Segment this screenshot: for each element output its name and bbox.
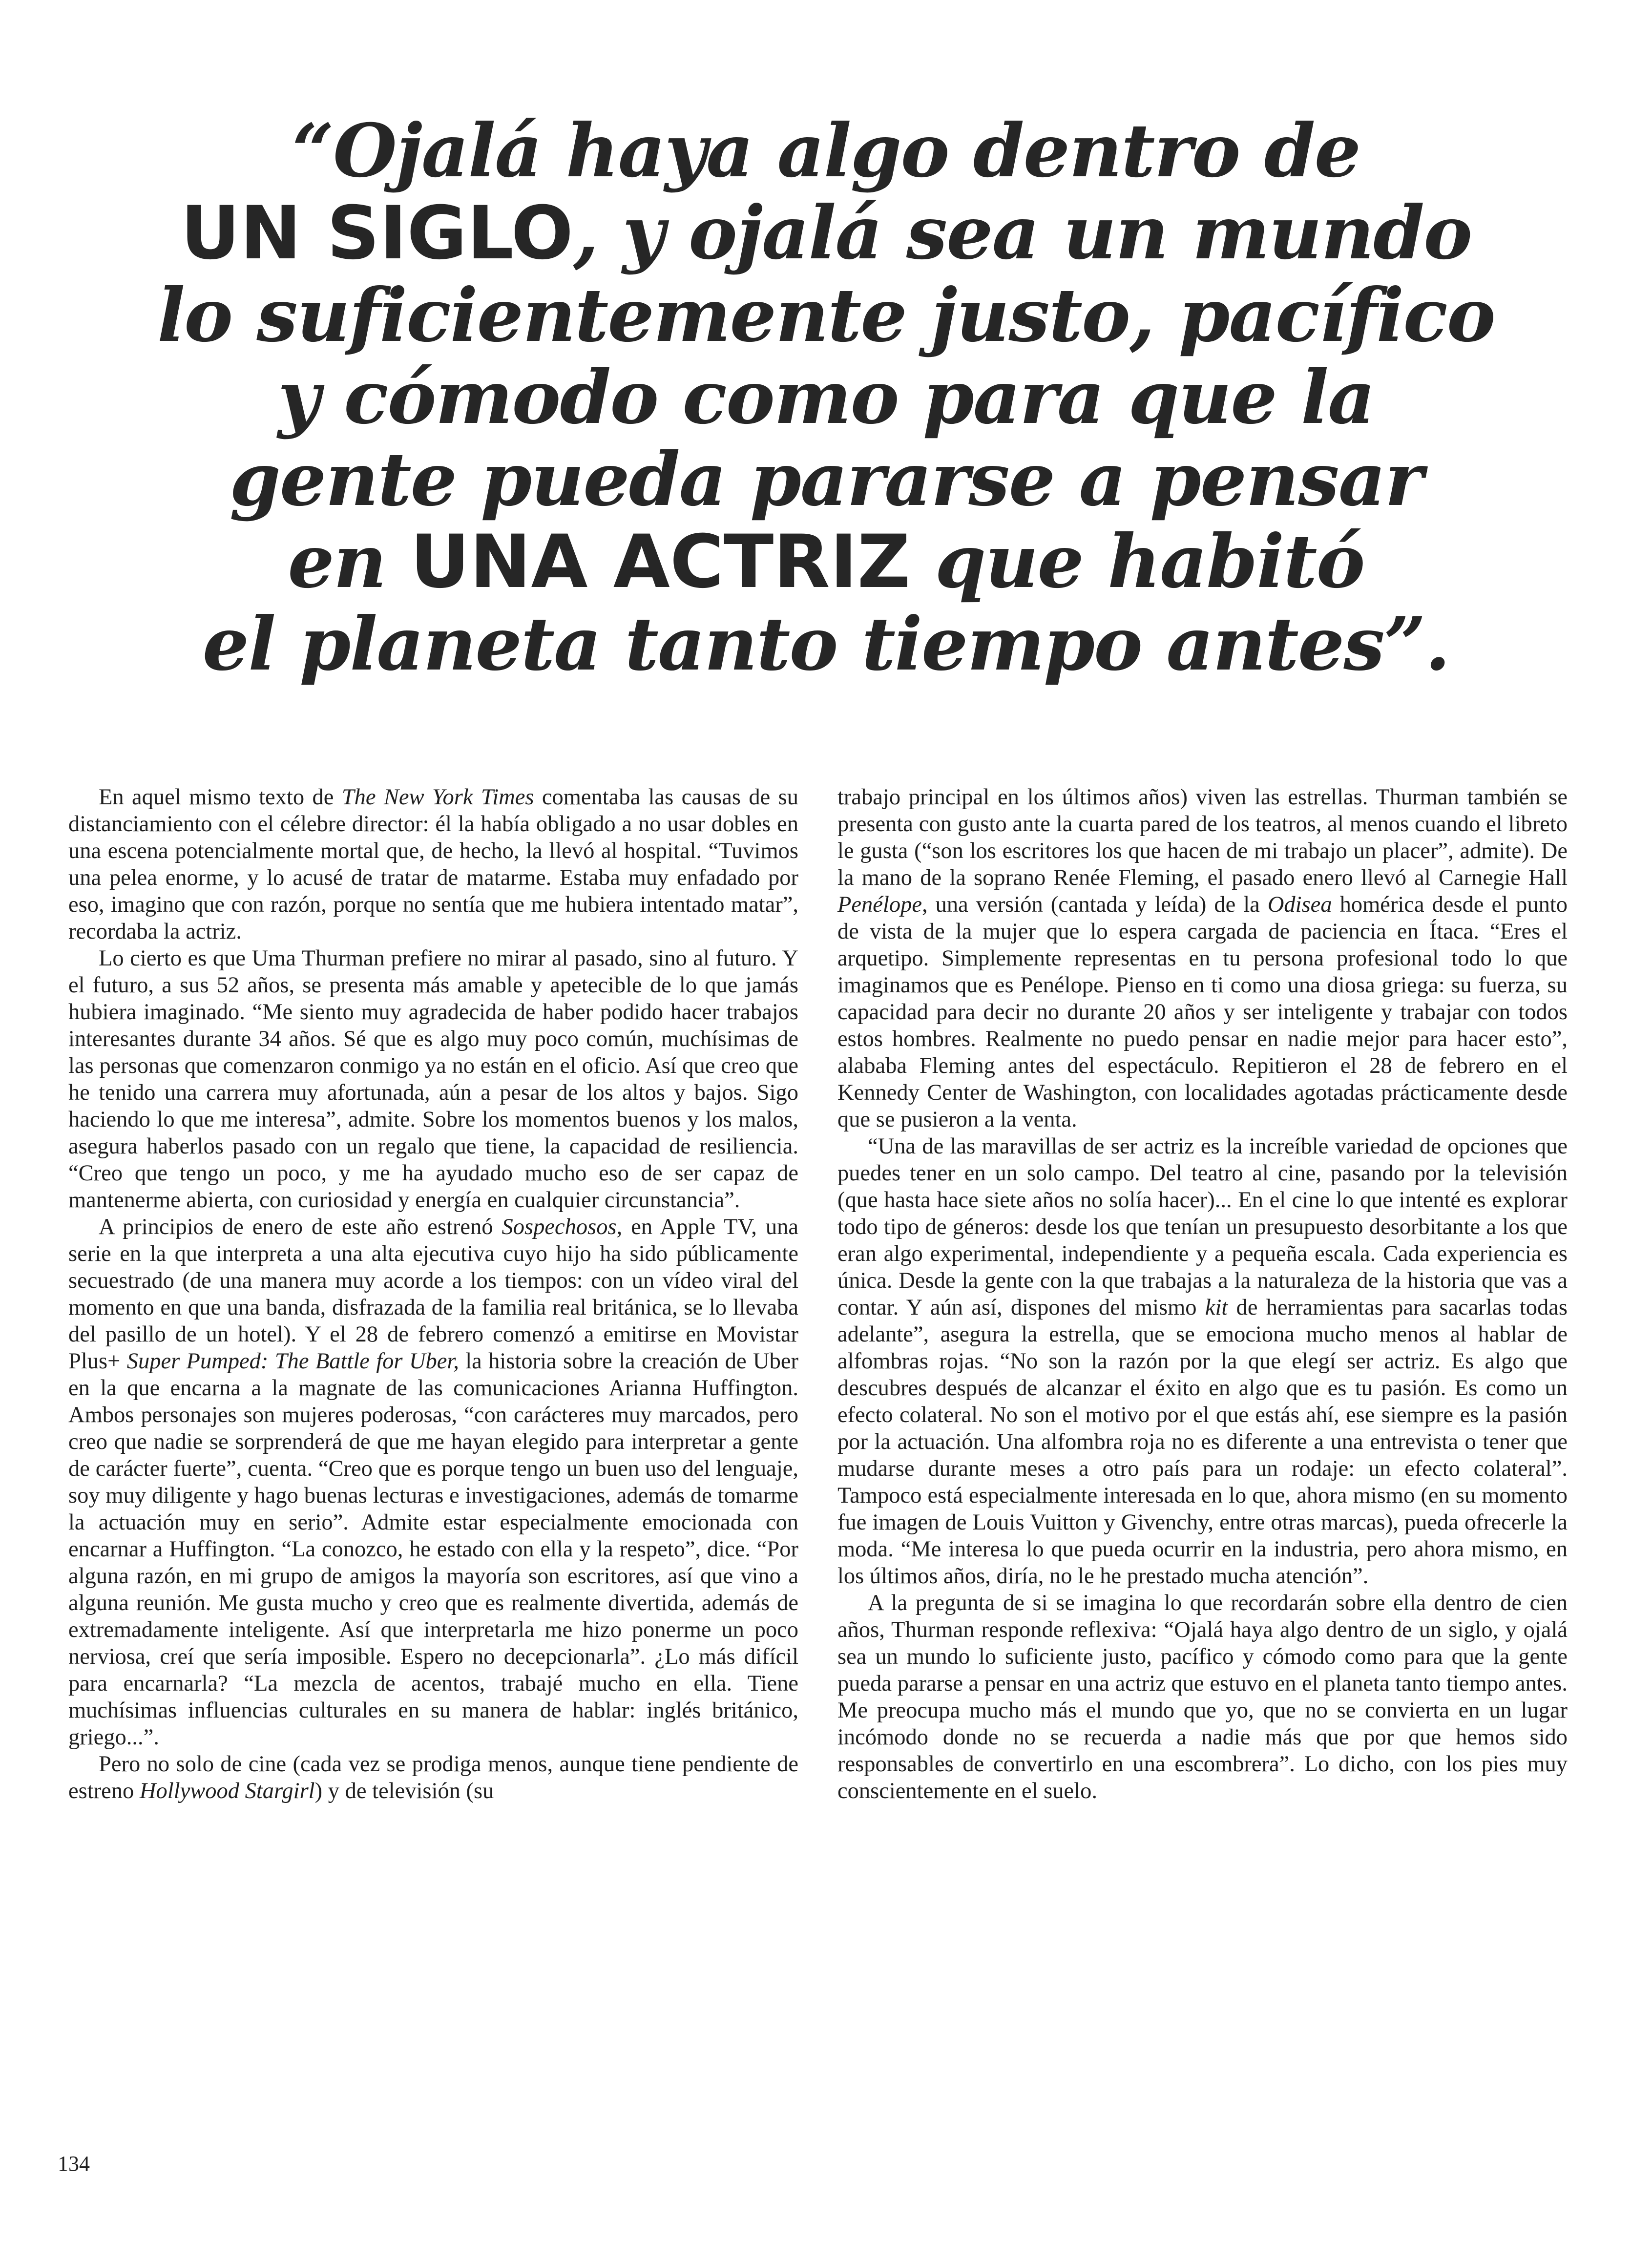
text-run: “Una de las maravillas de ser actriz es la increíble variedad de opciones que puedes tener en un solo campo. Del teatro al cine, pasando por la televisión (que hasta hace siete años no solía hacer)... En el cine lo que intenté es explorar todo tipo de géneros: desde los que tenían un presupuesto desorbitante a los que eran algo experimental, independiente y a pequeña escala. Cada experiencia es única. Desde la gente con la que trabajas a la naturaleza de la historia que vas a contar. Y aún así, dispones del mismo [837, 1134, 1568, 1320]
text-run: En aquel mismo texto de [99, 785, 342, 810]
pull-quote-line: UN SIGLO, y ojalá sea un mundo [180, 190, 1472, 276]
italic-title: Odisea [1267, 892, 1332, 917]
pull-quote [146, 110, 1506, 685]
article-paragraph [68, 1214, 798, 1751]
article-paragraph [68, 784, 798, 945]
text-run: Lo cierto es que Uma Thurman prefiere no mirar al pasado, sino al futuro. Y el futuro, a sus 52 años, se presenta más amable y apetecible de lo que jamás hubiera imaginado. “Me siento muy agradecida de haber podido hacer trabajos interesantes durante 34 años. Sé que es algo muy poco común, muchísimas de las personas que comenzaron conmigo ya no están en el oficio. Así que creo que he tenido una carrera muy afortunada, aún a pesar de los altos y bajos. Sigo haciendo lo que me interesa”, admite. Sobre los momentos buenos y los malos, asegura haberlos pasado con un regalo que tiene, la capacidad de resiliencia. “Creo que tengo un poco, y me ha ayudado mucho eso de ser capaz de mantenerme abierta, con curiosidad y energía en cualquier circunstancia”. [68, 946, 798, 1213]
article-paragraph [68, 1751, 798, 1804]
text-run: trabajo principal en los últimos años) viven las estrellas. Thurman también se presenta con gusto ante la cuarta pared de los teatros, al menos cuando el libreto le gusta (“son los escritores los que hacen de mi trabajo un placer”, admite). De la mano de la soprano Renée Fleming, el pasado enero llevó al Carnegie Hall [837, 785, 1568, 890]
italic-title: Hollywood Stargirl [139, 1779, 315, 1803]
article-column-right [837, 784, 1568, 1804]
italic-title: kit [1205, 1295, 1228, 1320]
italic-title: Penélope [837, 892, 922, 917]
text-run: , una versión (cantada y leída) de la [922, 892, 1268, 917]
italic-title: Super Pumped: The Battle for Uber, [126, 1349, 459, 1374]
article-paragraph [837, 1133, 1568, 1590]
italic-title: Sospechosos [502, 1215, 617, 1239]
text-run: homérica desde el punto de vista de la mujer que lo espera cargada de paciencia en Ítaca. “Eres el arquetipo. Simplemente representas en tu persona profesional todo lo que imaginamos que es Penélope. Pienso en ti como una diosa griega: su fuerza, su capacidad para decir no durante 20 años y ser inteligente y trabajar con todos estos hombres. Realmente no puedo pensar en nadie mejor para hacer esto”, alababa Fleming antes del espectáculo. Repitieron el 28 de febrero en el Kennedy Center de Washington, con localidades agotadas prácticamente desde que se pusieron a la venta. [837, 892, 1568, 1132]
article-paragraph [837, 1590, 1568, 1804]
text-run: ) y de televisión (su [314, 1779, 494, 1803]
text-run: , en Apple TV, una serie en la que interpreta a una alta ejecutiva cuyo hijo ha sido públicamente secuestrado (de una manera muy acorde a los tiempos: con un vídeo viral del momento en que una banda, disfrazada de la familia real británica, se lo llevaba del pasillo de un hotel). Y el 28 de febrero comenzó a emitirse en Movistar Plus+ [68, 1215, 798, 1374]
pull-quote-line: el planeta tanto tiempo antes”. [202, 601, 1450, 687]
text-run: A principios de enero de este año estrenó [99, 1215, 502, 1239]
article-paragraph [68, 945, 798, 1214]
text-run: A la pregunta de si se imagina lo que recordarán sobre ella dentro de cien años, Thurman responde reflexiva: “Ojalá haya algo dentro de un siglo, y ojalá sea un mundo lo suficiente justo, pacífico y cómodo como para que la gente pueda pararse a pensar en una actriz que estuvo en el planeta tanto tiempo antes. Me preocupa mucho más el mundo que yo, que no se convierta en un lugar incómodo donde no se recuerda a nadie más que por que hemos sido responsables de convertirlo en una escombrera”. Lo dicho, con los pies muy conscientemente en el suelo. [837, 1591, 1568, 1803]
page-number: 134 [58, 2152, 90, 2176]
pull-quote-line: “Ojalá haya algo dentro de [292, 108, 1360, 194]
pull-quote-line: en UNA ACTRIZ que habitó [288, 519, 1364, 605]
pull-quote-emphasis: UN SIGLO [180, 191, 574, 276]
text-run: comentaba las causas de su distanciamiento con el célebre director: él la había obligado a no usar dobles en una escena potencialmente mortal que, de hecho, la llevó al hospital. “Tuvimos una pelea enorme, y lo acusé de tratar de matarme. Estaba muy enfadado por eso, imagino que con razón, porque no sentía que me hubiera intentado matar”, recordaba la actriz. [68, 785, 798, 944]
article-column-left [68, 784, 798, 1804]
pull-quote-line: lo suficientemente justo, pacífico [157, 272, 1495, 358]
article-paragraph [837, 784, 1568, 1133]
text-run: la historia sobre la creación de Uber en la que encarna a la magnate de las comunicaciones Arianna Huffington. Ambos personajes son mujeres poderosas, “con carácteres muy marcados, pero creo que nadie se sorprenderá de que me hayan elegido para interpretar a gente de carácter fuerte”, cuenta. “Creo que es porque tengo un buen uso del lenguaje, soy muy diligente y hago buenas lecturas e investigaciones, además de tomarme la actuación muy en serio”. Admite estar especialmente emocionada con encarnar a Huffington. “La conozco, he estado con ella y la respeto”, dice. “Por alguna razón, en mi grupo de amigos la mayoría son escritores, así que vino a alguna reunión. Me gusta mucho y creo que es realmente divertida, además de extremadamente inteligente. Así que interpretarla me hizo ponerme un poco nerviosa, creí que sería imposible. Espero no decepcionarla”. ¿Lo más difícil para encarnarla? “La mezcla de acentos, trabajé mucho en ella. Tiene muchísimas influencias culturales en su manera de hablar: inglés británico, griego...”. [68, 1349, 798, 1750]
pull-quote-line: gente pueda pararse a pensar [230, 437, 1422, 523]
text-run: de herramientas para sacarlas todas adelante”, asegura la estrella, que se emociona mucho menos al hablar de alfombras rojas. “No son la razón por la que elegí ser actriz. Es algo que descubres después de alcanzar el éxito en algo que es tu pasión. Es como un efecto colateral. No son el motivo por el que estás ahí, ese siempre es la pasión por la actuación. Una alfombra roja no es diferente a una entrevista o tener que mudarse durante meses a otro país para un rodaje: un efecto colateral”. Tampoco está especialmente interesada en lo que, ahora mismo (en su momento fue imagen de Louis Vuitton y Givenchy, entre otras marcas), pueda ofrecerle la moda. “Me interesa lo que pueda ocurrir en la industria, pero ahora mismo, en los últimos años, diría, no le he prestado mucha atención”. [837, 1295, 1568, 1589]
pull-quote-line: y cómodo como para que la [277, 355, 1375, 440]
text-run: Pero no solo de cine (cada vez se prodiga menos, aunque tiene pendiente de estreno [68, 1752, 798, 1803]
pull-quote-emphasis: UNA ACTRIZ [410, 520, 911, 605]
italic-title: The New York Times [341, 785, 534, 810]
